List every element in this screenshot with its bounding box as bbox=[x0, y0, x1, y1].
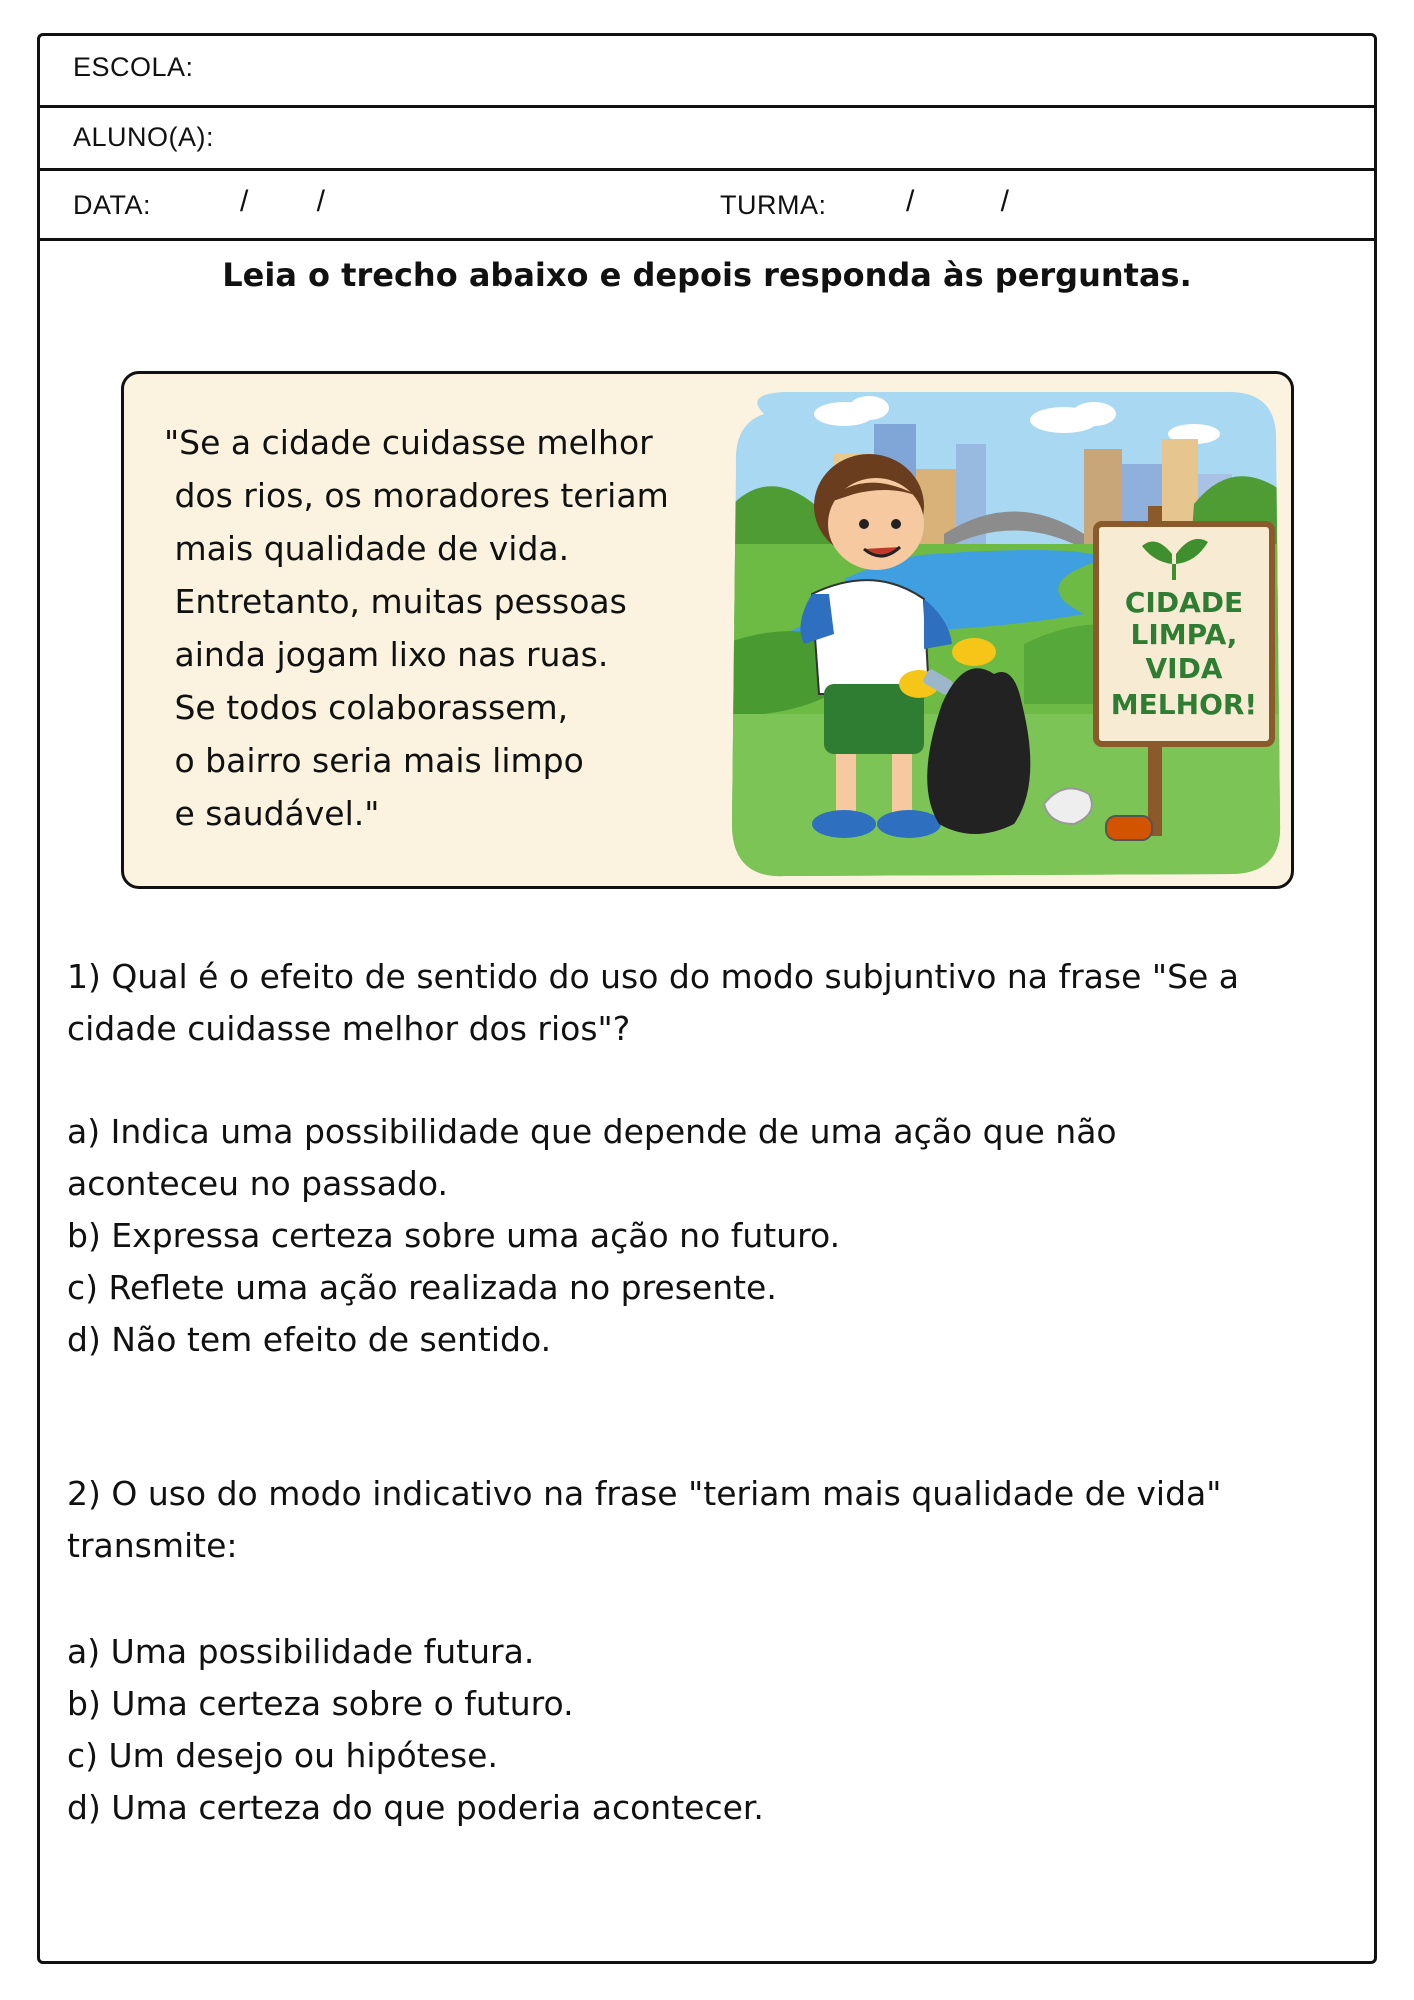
river-cleanup-illustration bbox=[724, 384, 1286, 880]
question-prompt-line: 1) Qual é o efeito de sentido do uso do modo subjuntivo na frase "Se a bbox=[67, 957, 1240, 996]
date-slashes: / / bbox=[240, 185, 326, 218]
excerpt-line: dos rios, os moradores teriam bbox=[164, 476, 669, 515]
header-row-date bbox=[40, 171, 1374, 241]
class-slashes: / / bbox=[906, 185, 1010, 218]
sign-line: CIDADE bbox=[1124, 586, 1244, 619]
option-b[interactable]: b) Expressa certeza sobre uma ação no futuro. bbox=[67, 1216, 841, 1255]
eye bbox=[891, 519, 901, 529]
excerpt-line: Se todos colaborassem, bbox=[164, 688, 569, 727]
option-d[interactable]: d) Uma certeza do que poderia acontecer. bbox=[67, 1788, 764, 1827]
excerpt-text bbox=[164, 416, 724, 840]
option-b[interactable]: b) Uma certeza sobre o futuro. bbox=[67, 1684, 574, 1723]
worksheet-frame bbox=[37, 33, 1377, 1964]
question-2-options bbox=[67, 1626, 1357, 1834]
question-prompt-line: 2) O uso do modo indicativo na frase "teriam mais qualidade de vida" bbox=[67, 1474, 1222, 1513]
header-row-school bbox=[40, 36, 1374, 108]
excerpt-box bbox=[121, 371, 1294, 889]
question-prompt-line: transmite: bbox=[67, 1526, 238, 1565]
student-label: ALUNO(A): bbox=[73, 122, 215, 152]
excerpt-line: Entretanto, muitas pessoas bbox=[164, 582, 627, 621]
option-a[interactable]: a) Uma possibilidade futura. bbox=[67, 1632, 535, 1671]
instruction-heading: Leia o trecho abaixo e depois responda às perguntas. bbox=[222, 256, 1192, 294]
question-1-options bbox=[67, 1106, 1357, 1366]
option-c[interactable]: c) Um desejo ou hipótese. bbox=[67, 1736, 498, 1775]
excerpt-line: mais qualidade de vida. bbox=[164, 529, 570, 568]
shoe bbox=[877, 810, 941, 838]
option-a-continued[interactable]: aconteceu no passado. bbox=[67, 1164, 448, 1203]
glove bbox=[952, 638, 996, 666]
option-a[interactable]: a) Indica uma possibilidade que depende de uma ação que não bbox=[67, 1112, 1117, 1151]
school-label: ESCOLA: bbox=[73, 52, 194, 82]
header-row-student bbox=[40, 108, 1374, 171]
class-label: TURMA: bbox=[720, 190, 827, 220]
can-litter bbox=[1106, 816, 1152, 840]
eye bbox=[859, 519, 869, 529]
shoe bbox=[812, 810, 876, 838]
sign-line: MELHOR! bbox=[1110, 688, 1258, 721]
sign-line: LIMPA, bbox=[1130, 618, 1238, 651]
excerpt-line: "Se a cidade cuidasse melhor bbox=[164, 423, 653, 462]
excerpt-line: o bairro seria mais limpo bbox=[164, 741, 584, 780]
excerpt-line: ainda jogam lixo nas ruas. bbox=[164, 635, 609, 674]
question-prompt-line: cidade cuidasse melhor dos rios"? bbox=[67, 1009, 631, 1048]
excerpt-line: e saudável." bbox=[164, 794, 380, 833]
option-c[interactable]: c) Reflete uma ação realizada no presente. bbox=[67, 1268, 777, 1307]
date-label: DATA: bbox=[73, 190, 152, 220]
question-2 bbox=[67, 1468, 1357, 1572]
question-1 bbox=[67, 951, 1357, 1055]
option-d[interactable]: d) Não tem efeito de sentido. bbox=[67, 1320, 552, 1359]
sign-line: VIDA bbox=[1145, 652, 1223, 685]
